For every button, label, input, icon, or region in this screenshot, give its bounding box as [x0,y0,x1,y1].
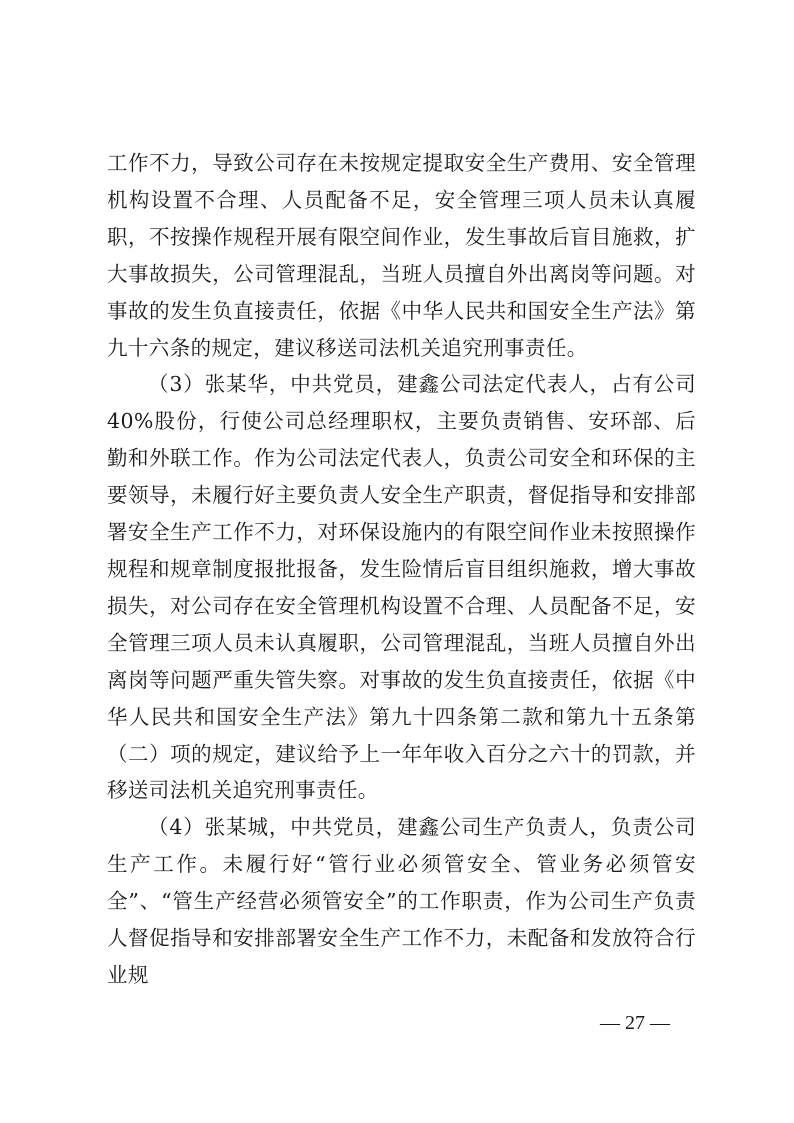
paragraph-continuation: 工作不力，导致公司存在未按规定提取安全生产费用、安全管理机构设置不合理、人员配备不足，安全管理三项人员未认真履职，不按操作规程开展有限空间作业，发生事故后盲目施救，扩大事故损失，公司管理混乱，当班人员擅自外出离岗等问题。对事故的发生负直接责任，依据《中华人民共和国安全生产法》第九十六条的规定，建议移送司法机关追究刑事责任。 [107,151,696,360]
page-number: — 27 — [600,1012,670,1034]
body-text [107,145,696,994]
paragraph-item-3: （3）张某华，中共党员，建鑫公司法定代表人，占有公司40%股份，行使公司总经理职权，主要负责销售、安环部、后勤和外联工作。作为公司法定代表人，负责公司安全和环保的主要领导，未履行好主要负责人安全生产职责，督促指导和安排部署安全生产工作不力，对环保设施内的有限空间作业未按照操作规程和规章制度报批报备，发生险情后盲目组织施救，增大事故损失，对公司存在安全管理机构设置不合理、人员配备不足，安全管理三项人员未认真履职，公司管理混乱，当班人员擅自外出离岗等问题严重失管失察。对事故的发生负直接责任，依据《中华人民共和国安全生产法》第九十四条第二款和第九十五条第（二）项的规定，建议给予上一年年收入百分之六十的罚款，并移送司法机关追究刑事责任。 [107,372,696,803]
paragraph-item-4: （4）张某城，中共党员，建鑫公司生产负责人，负责公司生产工作。未履行好“管行业必须管安全、管业务必须管安全”、“管生产经营必须管安全”的工作职责，作为公司生产负责人督促指导和安排部署安全生产工作不力，未配备和发放符合行业规 [107,815,696,987]
